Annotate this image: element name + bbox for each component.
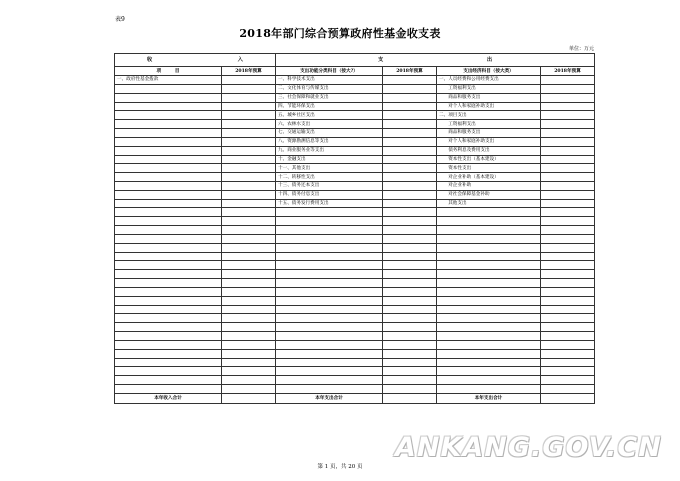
table-row xyxy=(115,279,595,288)
func-item-cell xyxy=(276,234,383,243)
table-number-label: 表9 xyxy=(115,16,125,23)
econ-amount-cell xyxy=(541,287,595,296)
income-amount-cell xyxy=(222,190,276,199)
income-amount-cell xyxy=(222,120,276,129)
func-amount-cell xyxy=(383,164,437,173)
income-item-cell xyxy=(115,340,222,349)
econ-amount-cell xyxy=(541,385,595,394)
func-amount-cell xyxy=(383,296,437,305)
econ-amount-cell xyxy=(541,323,595,332)
func-item-cell: 五、城乡社区支出 xyxy=(276,111,383,120)
func-amount-cell xyxy=(383,385,437,394)
table-row xyxy=(115,270,595,279)
econ-item-cell: 对个人和家庭补助支出 xyxy=(437,102,541,111)
income-item-cell xyxy=(115,252,222,261)
econ-item-cell xyxy=(437,332,541,341)
income-amount-cell xyxy=(222,93,276,102)
econ-item-cell xyxy=(437,261,541,270)
income-item-cell xyxy=(115,332,222,341)
econ-amount-cell xyxy=(541,376,595,385)
econ-amount-cell xyxy=(541,279,595,288)
econ-amount-cell xyxy=(541,296,595,305)
func-amount-cell xyxy=(383,252,437,261)
table-row xyxy=(115,182,595,191)
table-row xyxy=(115,243,595,252)
func-amount-cell xyxy=(383,76,437,85)
income-item-cell xyxy=(115,261,222,270)
econ-amount-cell xyxy=(541,199,595,208)
income-item-cell xyxy=(115,376,222,385)
income-amount-cell xyxy=(222,358,276,367)
econ-item-cell xyxy=(437,367,541,376)
econ-item-cell: 工资福利支出 xyxy=(437,120,541,129)
econ-amount-cell xyxy=(541,332,595,341)
income-amount-cell xyxy=(222,84,276,93)
func-item-cell: 九、商业服务业等支出 xyxy=(276,146,383,155)
func-amount-cell xyxy=(383,243,437,252)
table-row xyxy=(115,376,595,385)
income-amount-cell xyxy=(222,137,276,146)
econ-amount-cell xyxy=(541,155,595,164)
income-amount-cell xyxy=(222,270,276,279)
income-amount-cell xyxy=(222,252,276,261)
income-amount-cell xyxy=(222,129,276,138)
table-row xyxy=(115,146,595,155)
func-amount-cell xyxy=(383,376,437,385)
income-amount-cell xyxy=(222,146,276,155)
income-amount-cell xyxy=(222,111,276,120)
income-item-cell xyxy=(115,349,222,358)
econ-item-cell: 对社会保障基金补助 xyxy=(437,190,541,199)
income-item-cell xyxy=(115,84,222,93)
econ-amount-cell xyxy=(541,84,595,93)
income-item-cell xyxy=(115,146,222,155)
income-item-cell xyxy=(115,129,222,138)
econ-amount-cell xyxy=(541,217,595,226)
func-amount-cell xyxy=(383,129,437,138)
income-item-cell xyxy=(115,199,222,208)
func-item-cell xyxy=(276,385,383,394)
income-amount-cell xyxy=(222,155,276,164)
table-row xyxy=(115,323,595,332)
econ-item-cell xyxy=(437,279,541,288)
income-amount-cell xyxy=(222,314,276,323)
econ-amount-cell xyxy=(541,270,595,279)
func-item-cell xyxy=(276,376,383,385)
func-amount-cell xyxy=(383,287,437,296)
table-row xyxy=(115,155,595,164)
col-header-budget: 2018年预算 xyxy=(383,67,437,76)
income-item-cell xyxy=(115,234,222,243)
econ-item-cell: 商品和服务支出 xyxy=(437,129,541,138)
income-amount-cell xyxy=(222,279,276,288)
income-group-header: 收 入 xyxy=(115,54,276,67)
econ-item-cell xyxy=(437,243,541,252)
table-row xyxy=(115,234,595,243)
econ-total-amount xyxy=(541,393,595,403)
econ-item-cell: 资本性支出（基本建设） xyxy=(437,155,541,164)
econ-amount-cell xyxy=(541,234,595,243)
econ-item-cell xyxy=(437,376,541,385)
table-row xyxy=(115,217,595,226)
income-item-cell xyxy=(115,279,222,288)
func-amount-cell xyxy=(383,137,437,146)
income-item-cell xyxy=(115,305,222,314)
econ-item-cell: 商品和服务支出 xyxy=(437,93,541,102)
func-amount-cell xyxy=(383,270,437,279)
table-row xyxy=(115,120,595,129)
econ-amount-cell xyxy=(541,137,595,146)
income-amount-cell xyxy=(222,367,276,376)
econ-item-cell: 工资福利支出 xyxy=(437,84,541,93)
func-amount-cell xyxy=(383,332,437,341)
table-row xyxy=(115,93,595,102)
func-amount-cell xyxy=(383,146,437,155)
income-item-cell xyxy=(115,173,222,182)
income-total-amount xyxy=(222,393,276,403)
income-amount-cell xyxy=(222,296,276,305)
econ-amount-cell xyxy=(541,367,595,376)
col-header-econ: 支出经济科目（按大类） xyxy=(437,67,541,76)
econ-amount-cell xyxy=(541,129,595,138)
totals-row xyxy=(115,393,595,403)
econ-amount-cell xyxy=(541,173,595,182)
income-amount-cell xyxy=(222,173,276,182)
income-amount-cell xyxy=(222,261,276,270)
income-amount-cell xyxy=(222,164,276,173)
econ-item-cell: 对个人和家庭补助支出 xyxy=(437,137,541,146)
func-amount-cell xyxy=(383,226,437,235)
econ-amount-cell xyxy=(541,102,595,111)
income-item-cell xyxy=(115,323,222,332)
func-item-cell: 十二、转移性支出 xyxy=(276,173,383,182)
econ-item-cell xyxy=(437,234,541,243)
func-item-cell: 十四、债务付息支出 xyxy=(276,190,383,199)
page-footer: 第 1 页，共 20 页 xyxy=(317,464,363,470)
table-row xyxy=(115,111,595,120)
econ-amount-cell xyxy=(541,305,595,314)
income-amount-cell xyxy=(222,376,276,385)
func-item-cell: 四、节能环保支出 xyxy=(276,102,383,111)
func-item-cell xyxy=(276,243,383,252)
table-row xyxy=(115,190,595,199)
income-amount-cell xyxy=(222,76,276,85)
table-row xyxy=(115,129,595,138)
income-amount-cell xyxy=(222,199,276,208)
econ-amount-cell xyxy=(541,164,595,173)
page-title: 2018年部门综合预算政府性基金收支表 xyxy=(239,27,441,40)
econ-item-cell: 对企业补助（基本建设） xyxy=(437,173,541,182)
income-amount-cell xyxy=(222,208,276,217)
table-row xyxy=(115,208,595,217)
table-row xyxy=(115,84,595,93)
econ-item-cell xyxy=(437,270,541,279)
econ-amount-cell xyxy=(541,226,595,235)
table-row xyxy=(115,314,595,323)
econ-item-cell xyxy=(437,226,541,235)
func-amount-cell xyxy=(383,367,437,376)
econ-amount-cell xyxy=(541,243,595,252)
income-amount-cell xyxy=(222,349,276,358)
econ-item-cell xyxy=(437,217,541,226)
table-row xyxy=(115,252,595,261)
income-item-cell xyxy=(115,314,222,323)
income-item-cell xyxy=(115,287,222,296)
site-watermark: ANKANG.GOV.CN xyxy=(395,432,662,463)
econ-amount-cell xyxy=(541,146,595,155)
func-amount-cell xyxy=(383,279,437,288)
func-item-cell: 十一、其他支出 xyxy=(276,164,383,173)
table-row xyxy=(115,102,595,111)
econ-amount-cell xyxy=(541,93,595,102)
econ-item-cell xyxy=(437,349,541,358)
income-item-cell xyxy=(115,120,222,129)
table-row xyxy=(115,385,595,394)
econ-item-cell xyxy=(437,287,541,296)
income-item-cell xyxy=(115,217,222,226)
func-item-cell xyxy=(276,305,383,314)
func-item-cell: 二、文化体育与传媒支出 xyxy=(276,84,383,93)
income-amount-cell xyxy=(222,305,276,314)
income-item-cell xyxy=(115,111,222,120)
func-amount-cell xyxy=(383,314,437,323)
income-item-cell: 一、政府性基金拨款 xyxy=(115,76,222,85)
income-total-label: 本年收入合计 xyxy=(115,393,222,403)
func-item-cell xyxy=(276,270,383,279)
income-amount-cell xyxy=(222,226,276,235)
econ-item-cell xyxy=(437,252,541,261)
func-amount-cell xyxy=(383,217,437,226)
income-amount-cell xyxy=(222,323,276,332)
col-header-item: 项 目 xyxy=(115,67,222,76)
func-amount-cell xyxy=(383,349,437,358)
income-item-cell xyxy=(115,155,222,164)
econ-item-cell xyxy=(437,323,541,332)
income-item-cell xyxy=(115,243,222,252)
econ-total-label: 本年支出合计 xyxy=(437,393,541,403)
col-header-budget: 2018年预算 xyxy=(222,67,276,76)
income-item-cell xyxy=(115,367,222,376)
econ-amount-cell xyxy=(541,261,595,270)
econ-item-cell: 资本性支出 xyxy=(437,164,541,173)
econ-item-cell: 债务利息及费用支出 xyxy=(437,146,541,155)
income-item-cell xyxy=(115,102,222,111)
econ-amount-cell xyxy=(541,111,595,120)
func-amount-cell xyxy=(383,340,437,349)
func-item-cell xyxy=(276,287,383,296)
econ-amount-cell xyxy=(541,120,595,129)
func-amount-cell xyxy=(383,120,437,129)
func-item-cell xyxy=(276,314,383,323)
income-item-cell xyxy=(115,93,222,102)
func-amount-cell xyxy=(383,261,437,270)
table-row xyxy=(115,340,595,349)
col-header-func: 支出功能分类科目（按大?） xyxy=(276,67,383,76)
unit-label: 单位：万元 xyxy=(568,46,594,52)
func-item-cell: 一、科学技术支出 xyxy=(276,76,383,85)
income-amount-cell xyxy=(222,340,276,349)
header-row-groups xyxy=(115,54,595,67)
econ-amount-cell xyxy=(541,190,595,199)
func-total-amount xyxy=(383,393,437,403)
func-amount-cell xyxy=(383,173,437,182)
func-item-cell xyxy=(276,226,383,235)
econ-amount-cell xyxy=(541,252,595,261)
func-item-cell xyxy=(276,208,383,217)
income-item-cell xyxy=(115,190,222,199)
func-item-cell: 三、社会保障和就业支出 xyxy=(276,93,383,102)
func-total-label: 本年支出合计 xyxy=(276,393,383,403)
func-item-cell xyxy=(276,261,383,270)
func-amount-cell xyxy=(383,199,437,208)
func-amount-cell xyxy=(383,102,437,111)
income-item-cell xyxy=(115,226,222,235)
func-amount-cell xyxy=(383,208,437,217)
econ-amount-cell xyxy=(541,182,595,191)
table-row xyxy=(115,261,595,270)
func-item-cell: 八、资源勘测信息等支出 xyxy=(276,137,383,146)
income-amount-cell xyxy=(222,332,276,341)
income-item-cell xyxy=(115,182,222,191)
func-amount-cell xyxy=(383,84,437,93)
econ-amount-cell xyxy=(541,349,595,358)
table-row xyxy=(115,226,595,235)
econ-amount-cell xyxy=(541,76,595,85)
income-amount-cell xyxy=(222,217,276,226)
func-amount-cell xyxy=(383,305,437,314)
econ-item-cell: 其他支出 xyxy=(437,199,541,208)
econ-item-cell xyxy=(437,305,541,314)
table-row xyxy=(115,358,595,367)
func-item-cell: 十、金融支出 xyxy=(276,155,383,164)
table-row xyxy=(115,296,595,305)
func-item-cell xyxy=(276,217,383,226)
table-row xyxy=(115,173,595,182)
income-amount-cell xyxy=(222,182,276,191)
econ-item-cell xyxy=(437,296,541,305)
income-item-cell xyxy=(115,296,222,305)
income-item-cell xyxy=(115,385,222,394)
income-amount-cell xyxy=(222,243,276,252)
econ-amount-cell xyxy=(541,358,595,367)
func-amount-cell xyxy=(383,234,437,243)
table-row xyxy=(115,164,595,173)
func-item-cell xyxy=(276,279,383,288)
econ-item-cell: 一、人员经费和公用经费支出 xyxy=(437,76,541,85)
econ-item-cell: 对企业补助 xyxy=(437,182,541,191)
col-header-budget: 2018年预算 xyxy=(541,67,595,76)
table-row xyxy=(115,305,595,314)
func-amount-cell xyxy=(383,190,437,199)
func-item-cell xyxy=(276,349,383,358)
func-item-cell xyxy=(276,296,383,305)
table-row xyxy=(115,349,595,358)
econ-item-cell: 二、项目支出 xyxy=(437,111,541,120)
func-item-cell xyxy=(276,252,383,261)
func-amount-cell xyxy=(383,358,437,367)
header-row-columns xyxy=(115,67,595,76)
func-item-cell xyxy=(276,358,383,367)
table-row xyxy=(115,199,595,208)
func-item-cell xyxy=(276,323,383,332)
econ-item-cell xyxy=(437,340,541,349)
econ-amount-cell xyxy=(541,340,595,349)
func-amount-cell xyxy=(383,323,437,332)
table-row xyxy=(115,137,595,146)
func-amount-cell xyxy=(383,182,437,191)
econ-item-cell xyxy=(437,385,541,394)
income-item-cell xyxy=(115,137,222,146)
econ-item-cell xyxy=(437,314,541,323)
econ-amount-cell xyxy=(541,314,595,323)
table-row xyxy=(115,287,595,296)
income-amount-cell xyxy=(222,287,276,296)
budget-table xyxy=(114,53,595,404)
income-item-cell xyxy=(115,208,222,217)
econ-item-cell xyxy=(437,208,541,217)
func-amount-cell xyxy=(383,155,437,164)
func-item-cell xyxy=(276,340,383,349)
income-item-cell xyxy=(115,270,222,279)
table-row xyxy=(115,332,595,341)
income-item-cell xyxy=(115,164,222,173)
income-item-cell xyxy=(115,358,222,367)
func-item-cell xyxy=(276,367,383,376)
func-amount-cell xyxy=(383,93,437,102)
func-amount-cell xyxy=(383,111,437,120)
func-item-cell: 六、农林水支出 xyxy=(276,120,383,129)
func-item-cell: 十三、债务还本支出 xyxy=(276,182,383,191)
econ-item-cell xyxy=(437,358,541,367)
table-row xyxy=(115,76,595,85)
func-item-cell: 十五、债务发行费用支出 xyxy=(276,199,383,208)
econ-amount-cell xyxy=(541,208,595,217)
table-row xyxy=(115,367,595,376)
func-item-cell xyxy=(276,332,383,341)
income-amount-cell xyxy=(222,102,276,111)
func-item-cell: 七、交通运输支出 xyxy=(276,129,383,138)
expense-group-header: 支 出 xyxy=(276,54,595,67)
income-amount-cell xyxy=(222,385,276,394)
income-amount-cell xyxy=(222,234,276,243)
